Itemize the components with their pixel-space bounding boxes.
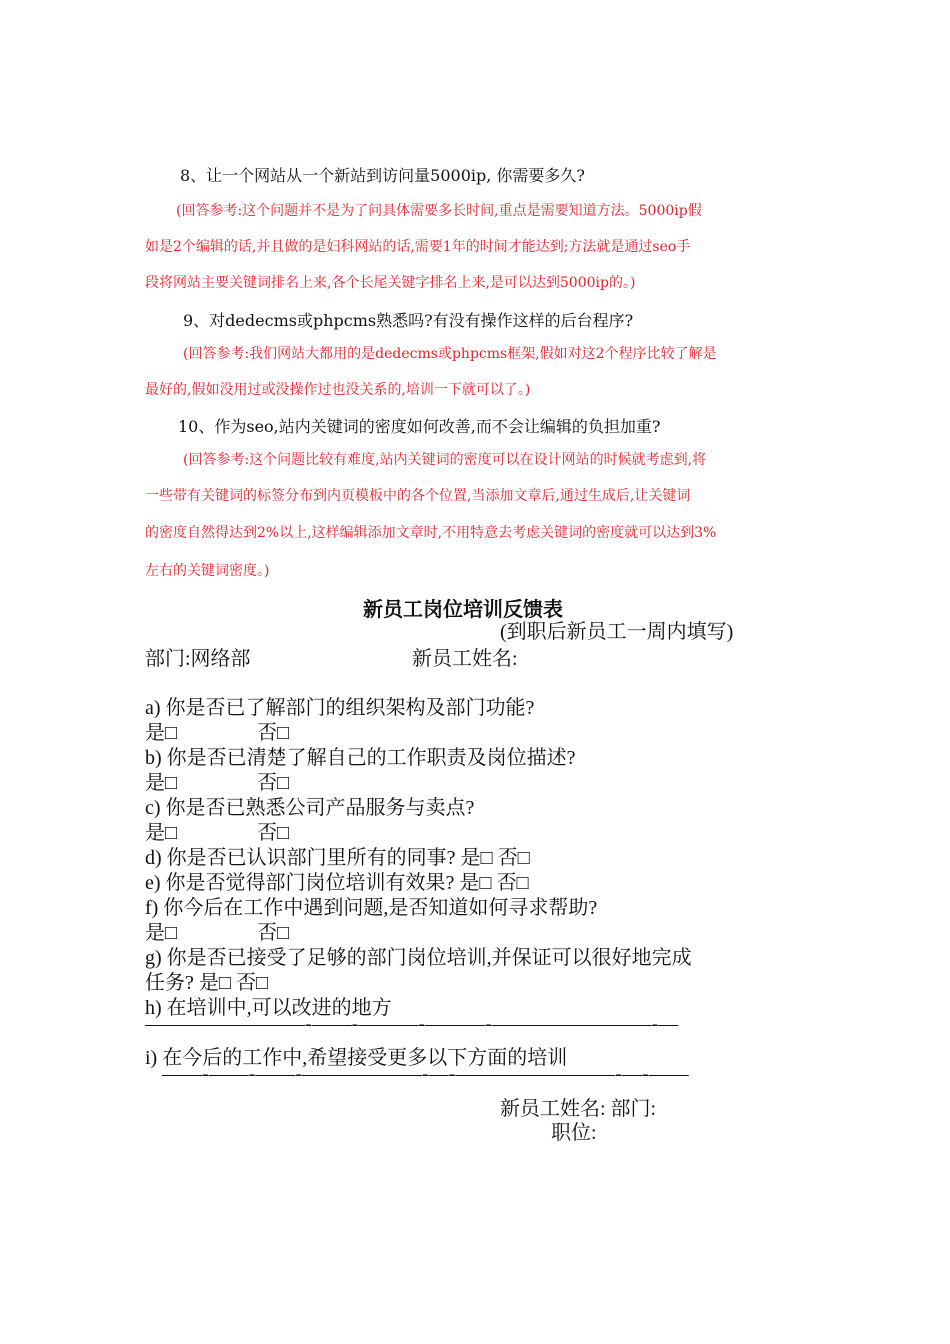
no-checkbox-c[interactable]: 否□ xyxy=(257,822,290,844)
question-g-line-2: 任务? 是□ 否□ xyxy=(145,972,269,994)
answer-line-h: ————————-——-———-———-————————-— xyxy=(145,1013,679,1035)
dept-label: 部门:网络部 xyxy=(145,648,251,670)
answer-10-line-1: (回答参考:这个问题比较有难度,站内关键词的密度可以在设计网站的时候就考虑到,将 xyxy=(183,452,707,468)
answer-8-line-1: (回答参考:这个问题并不是为了问具体需要多长时间,重点是需要知道方法。5000ip假 xyxy=(176,203,702,219)
no-checkbox-f[interactable]: 否□ xyxy=(257,922,290,944)
yes-checkbox-f[interactable]: 是□ xyxy=(145,922,178,944)
yes-checkbox-a[interactable]: 是□ xyxy=(145,722,178,744)
question-c: c) 你是否已熟悉公司产品服务与卖点? xyxy=(145,797,475,819)
yes-checkbox-c[interactable]: 是□ xyxy=(145,822,178,844)
answer-8-line-3: 段将网站主要关键词排名上来,各个长尾关键字排名上来,是可以达到5000ip的。) xyxy=(145,275,636,291)
answer-10-line-3: 的密度自然得达到2%以上,这样编辑添加文章时,不用特意去考虑关键词的密度就可以达到3% xyxy=(145,525,717,541)
answer-10-line-4: 左右的关键词密度。) xyxy=(145,563,270,579)
form-title: 新员工岗位培训反馈表 xyxy=(363,597,563,621)
answer-9-line-1: (回答参考:我们网站大都用的是dedecms或phpcms框架,假如对这2个程序比较了解是 xyxy=(183,346,717,362)
question-i: i) 在今后的工作中,希望接受更多以下方面的培训 xyxy=(145,1047,568,1069)
answer-8-line-2: 如是2个编辑的话,并且做的是妇科网站的话,需要1年的时间才能达到;方法就是通过seo手 xyxy=(145,239,691,255)
answer-10-line-2: 一些带有关键词的标签分布到内页模板中的各个位置,当添加文章后,通过生成后,让关键词 xyxy=(145,488,691,504)
yes-checkbox-b[interactable]: 是□ xyxy=(145,772,178,794)
question-10: 10、作为seo,站内关键词的密度如何改善,而不会让编辑的负担加重? xyxy=(178,417,661,436)
question-9: 9、对dedecms或phpcms熟悉吗?有没有操作这样的后台程序? xyxy=(183,311,634,330)
answer-line-i: ——-——-——-——————-—-————————-—-—— xyxy=(162,1063,689,1085)
footer-position: 职位: xyxy=(551,1122,597,1144)
question-8: 8、让一个网站从一个新站到访问量5000ip, 你需要多久? xyxy=(180,166,586,185)
question-d: d) 你是否已认识部门里所有的同事? 是□ 否□ xyxy=(145,847,530,869)
question-e: e) 你是否觉得部门岗位培训有效果? 是□ 否□ xyxy=(145,872,529,894)
answer-9-line-2: 最好的,假如没用过或没操作过也没关系的,培训一下就可以了。) xyxy=(145,382,531,398)
footer-name-dept: 新员工姓名: 部门: xyxy=(500,1098,657,1120)
no-checkbox-a[interactable]: 否□ xyxy=(257,722,290,744)
question-g-line-1: g) 你是否已接受了足够的部门岗位培训,并保证可以很好地完成 xyxy=(145,947,692,969)
form-subtitle: (到职后新员工一周内填写) xyxy=(500,621,734,643)
question-f: f) 你今后在工作中遇到问题,是否知道如何寻求帮助? xyxy=(145,897,598,919)
no-checkbox-b[interactable]: 否□ xyxy=(257,772,290,794)
name-label: 新员工姓名: xyxy=(412,648,518,670)
question-a: a) 你是否已了解部门的组织架构及部门功能? xyxy=(145,697,535,719)
question-h: h) 在培训中,可以改进的地方 xyxy=(145,997,392,1019)
question-b: b) 你是否已清楚了解自己的工作职责及岗位描述? xyxy=(145,747,576,769)
